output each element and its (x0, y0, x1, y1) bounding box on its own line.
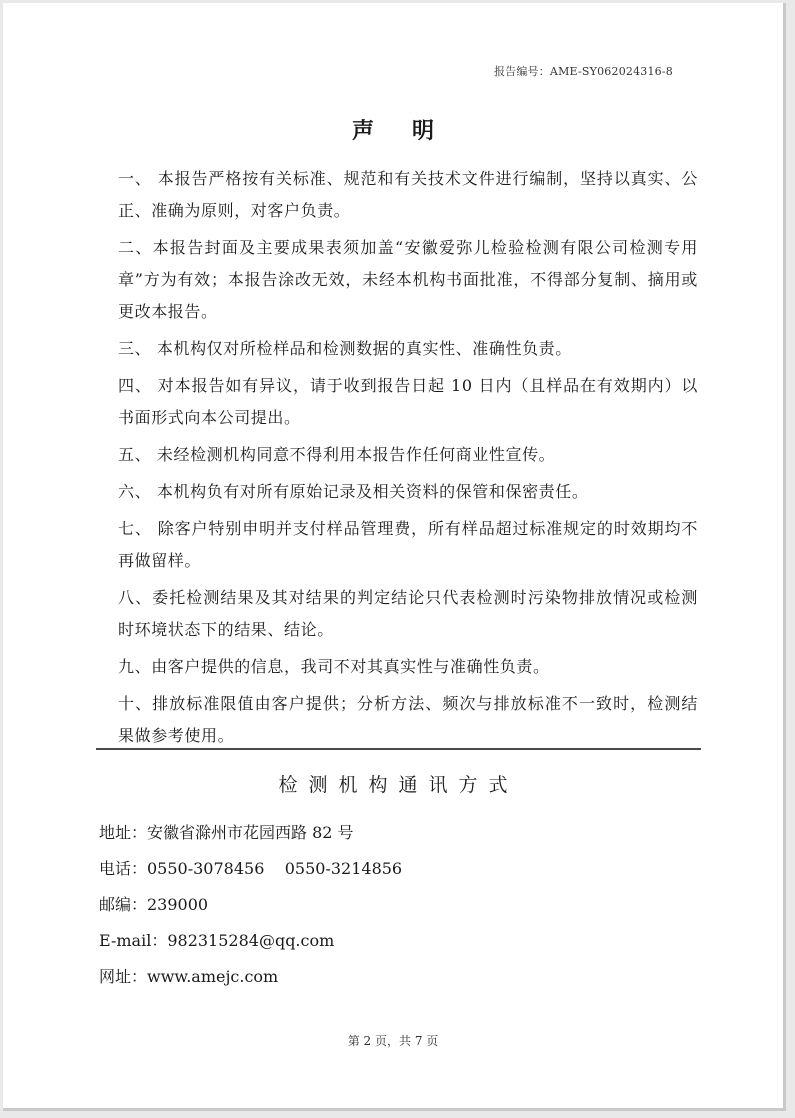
page-footer: 第 2 页，共 7 页 (347, 1034, 439, 1048)
contact-postcode: 邮编：239000 (99, 895, 209, 914)
document-page (3, 3, 786, 1111)
clause-10: 十、排放标准限值由客户提供；分析方法、频次与排放标准不一致时，检测结果做参考使用。 (118, 694, 698, 745)
page-title: 声明 (351, 118, 472, 144)
clause-5: 五、 未经检测机构同意不得利用本报告作任何商业性宣传。 (118, 445, 556, 464)
contact-section-title: 检测机构通讯方式 (278, 774, 519, 796)
clause-8: 八、委托检测结果及其对结果的判定结论只代表检测时污染物排放情况或检测时环境状态下的结果、结论。 (118, 588, 698, 639)
contact-address: 地址：安徽省滁州市花园西路 82 号 (99, 823, 354, 842)
contact-phone: 电话：0550-3078456 0550-3214856 (99, 859, 403, 878)
contact-info (99, 815, 699, 995)
clause-7: 七、 除客户特别申明并支付样品管理费，所有样品超过标准规定的时效期均不再做留样。 (118, 519, 698, 570)
clause-1: 一、 本报告严格按有关标准、规范和有关技术文件进行编制，坚持以真实、公正、准确为原则，对客户负责。 (118, 169, 698, 220)
clause-3: 三、 本机构仅对所检样品和检测数据的真实性、准确性负责。 (118, 339, 572, 358)
statement-clauses (118, 163, 698, 757)
clause-2: 二、本报告封面及主要成果表须加盖“安徽爱弥儿检验检测有限公司检测专用章”方为有效；本报告涂改无效，未经本机构书面批准，不得部分复制、摘用或更改本报告。 (118, 238, 698, 321)
section-divider (96, 748, 701, 750)
clause-6: 六、 本机构负有对所有原始记录及相关资料的保管和保密责任。 (118, 482, 589, 501)
clause-4: 四、 对本报告如有异议，请于收到报告日起 10 日内（且样品在有效期内）以书面形式向本公司提出。 (118, 376, 698, 427)
contact-email: E-mail：982315284@qq.com (99, 931, 335, 950)
clause-9: 九、由客户提供的信息，我司不对其真实性与准确性负责。 (118, 657, 550, 676)
report-number: 报告编号：AME-SY062024316-8 (493, 65, 673, 78)
contact-website: 网址：www.amejc.com (99, 967, 279, 986)
